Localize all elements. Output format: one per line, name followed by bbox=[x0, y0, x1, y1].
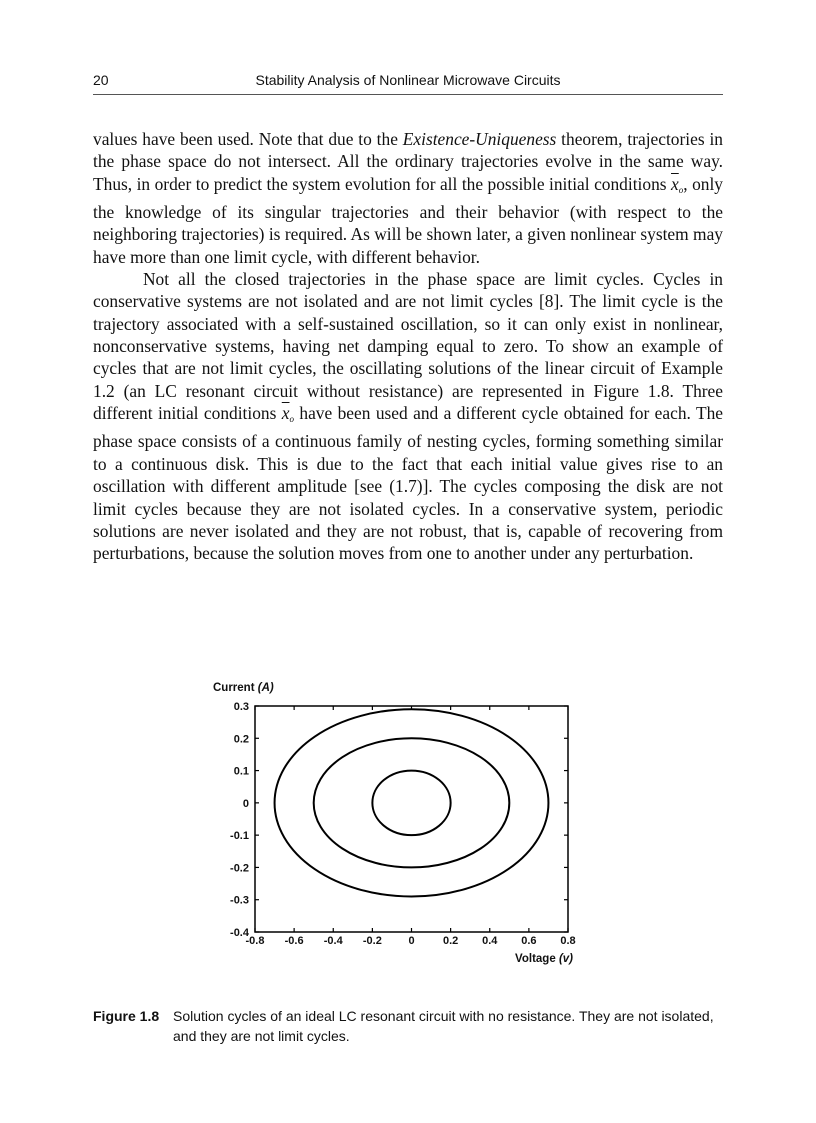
caption-label: Figure 1.8 bbox=[93, 1008, 160, 1024]
x-tick-label: -0.8 bbox=[245, 935, 265, 947]
x-tick-label: -0.2 bbox=[362, 935, 382, 947]
x-tick-label: 0.6 bbox=[521, 935, 537, 947]
page-number: 20 bbox=[93, 72, 109, 88]
initial-condition-symbol: $\overline{x}_o$ bbox=[281, 403, 294, 425]
figure-caption bbox=[93, 1006, 723, 1046]
y-tick-label: -0.3 bbox=[230, 894, 249, 907]
emphasis-term: Existence-Uniqueness bbox=[402, 129, 557, 149]
y-tick-label: 0.3 bbox=[233, 701, 249, 713]
x-tick-label: 0.4 bbox=[482, 935, 498, 947]
y-tick-label: -0.2 bbox=[230, 862, 249, 875]
y-tick-label: -0.1 bbox=[230, 830, 249, 843]
y-tick-label: 0 bbox=[242, 797, 249, 810]
caption-text: Solution cycles of an ideal LC resonant circuit with no resistance. They are not isolated, and they are not limit cycles. bbox=[173, 1008, 714, 1044]
initial-condition-symbol: $\overline{x}_o$ bbox=[671, 173, 684, 195]
y-axis-label: Current (A) bbox=[213, 682, 274, 694]
x-tick-label: -0.6 bbox=[284, 935, 304, 947]
running-title: Stability Analysis of Nonlinear Microwave Circuits bbox=[255, 72, 561, 88]
paragraph-1: values have been used. Note that due to the Existence-Uniqueness theorem, trajectories in the phase space do not intersect. All the ordinary trajectories evolve in the same way. Thus, in order to predict the system evolution for all the possible initial conditions $\overline{x}_o$, only the knowledge of its singular trajectories and their behavior (with respect to the neighboring trajectories) is required. As will be shown later, a given nonlinear system may have more than one limit cycle, with different behavior. bbox=[93, 129, 723, 267]
phase-cycle bbox=[314, 738, 510, 867]
phase-plane-chart bbox=[205, 676, 585, 976]
y-tick-label: 0.2 bbox=[233, 733, 249, 746]
phase-cycle bbox=[372, 771, 450, 836]
y-tick-label: -0.4 bbox=[230, 927, 249, 939]
paragraph-2: Not all the closed trajectories in the phase space are limit cycles. Cycles in conservative systems are not isolated and are not limit cycles [8]. The limit cycle is the trajectory associated with a self-sustained oscillation, so it can only exist in nonlinear, nonconservative systems, having net damping equal to zero. To show an example of cycles that are not limit cycles, the oscillating solutions of the linear circuit of Example 1.2 (an LC resonant circuit without resistance) are represented in Figure 1.8. Three different initial conditions $\overline{x}_o$ have been used and a different cycle obtained for each. The phase space consists of a continuous family of nesting cycles, forming something similar to a continuous disk. This is due to the fact that each initial value gives rise to an oscillation with different amplitude [see (1.7)]. The cycles composing the disk are not limit cycles because they are not isolated cycles. In a conservative system, periodic solutions are never isolated and they are not robust, that is, capable of recovering from perturbations, because the solution moves from one to another under any perturbation. bbox=[93, 269, 723, 564]
x-tick-label: 0.2 bbox=[442, 935, 459, 947]
running-header bbox=[93, 70, 723, 95]
figure-1-8 bbox=[205, 676, 585, 976]
x-tick-label: 0 bbox=[408, 935, 415, 947]
x-tick-label: -0.4 bbox=[323, 935, 343, 947]
y-tick-label: 0.1 bbox=[233, 765, 249, 778]
plot-frame bbox=[255, 706, 568, 932]
body-text bbox=[93, 128, 723, 565]
x-axis-label: Voltage (v) bbox=[515, 953, 573, 965]
x-tick-label: 0.8 bbox=[560, 935, 576, 947]
